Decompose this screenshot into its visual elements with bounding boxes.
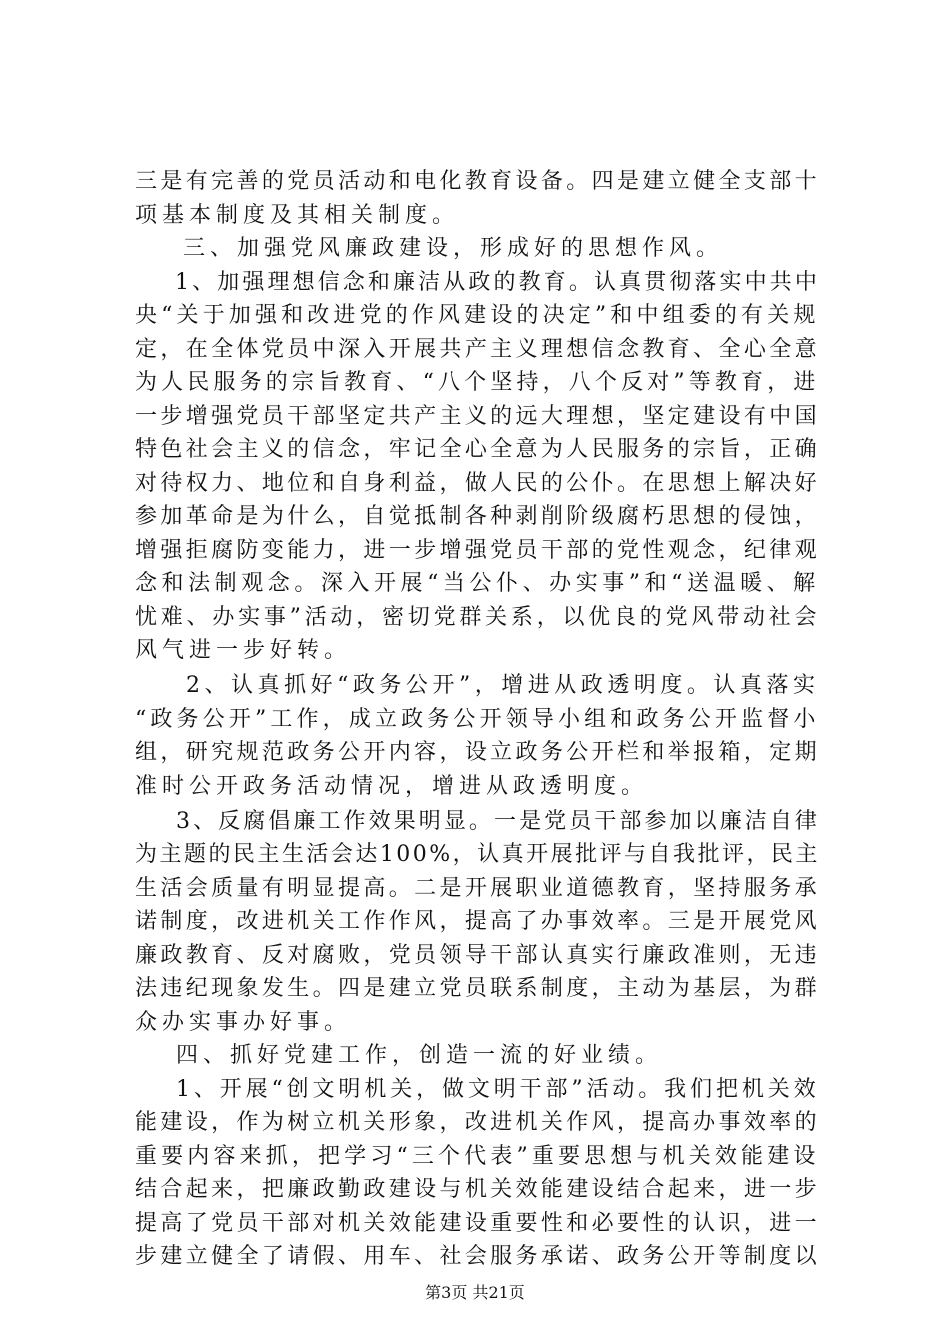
paragraph-start: 2、认真抓好“政务公开”，增进从政透明度。认真落实 <box>186 673 820 698</box>
text-line: “政务公开”工作，成立政务公开领导小组和政务公开监督小 <box>135 707 820 732</box>
text-line: 项基本制度及其相关制度。 <box>135 203 460 228</box>
text-line: 增强拒腐防变能力，进一步增强党员干部的党性观念，纪律观 <box>135 538 821 563</box>
text-line: 特色社会主义的信念，牢记全心全意为人民服务的宗旨，正确 <box>135 437 821 462</box>
text-line: 结合起来，把廉政勤政建设与机关效能建设结合起来，进一步 <box>135 1177 821 1202</box>
text-line: 参加革命是为什么，自觉抵制各种剥削阶级腐朽思想的侵蚀， <box>135 504 821 529</box>
text-line: 风气进一步好转。 <box>135 638 352 663</box>
text-line: 众办实事办好事。 <box>135 1010 352 1035</box>
text-line: 能建设，作为树立机关形象，改进机关作风，提高办事效率的 <box>135 1110 821 1135</box>
text-line: 三是有完善的党员活动和电化教育设备。四是建立健全支部十 <box>135 169 821 194</box>
page-number-footer: 第3页 共21页 <box>425 1283 525 1302</box>
section-heading: 三、加强党风廉政建设，形成好的思想作风。 <box>183 236 724 261</box>
text-line: 念和法制观念。深入开展“当公仆、办实事”和“送温暖、解 <box>135 571 820 596</box>
text-line: 为人民服务的宗旨教育、“八个坚持，八个反对”等教育，进 <box>135 370 820 395</box>
text-line: 法违纪现象发生。四是建立党员联系制度，主动为基层，为群 <box>135 976 821 1001</box>
text-line: 央“关于加强和改进党的作风建设的决定”和中组委的有关规 <box>135 303 820 328</box>
text-line: 忧难、办实事”活动，密切党群关系，以优良的党风带动社会 <box>135 605 821 630</box>
text-line: 重要内容来抓，把学习“三个代表”重要思想与机关效能建设 <box>135 1144 820 1169</box>
text-line: 为主题的民主生活会达100%，认真开展批评与自我批评，民主 <box>135 842 820 867</box>
text-line: 步建立健全了请假、用车、社会服务承诺、政务公开等制度以 <box>135 1244 821 1269</box>
paragraph-start: 1、加强理想信念和廉洁从政的教育。认真贯彻落实中共中 <box>175 270 820 295</box>
text-line: 廉政教育、反对腐败，党员领导干部认真实行廉政准则，无违 <box>135 943 821 968</box>
section-heading: 四、抓好党建工作，创造一流的好业绩。 <box>176 1043 663 1068</box>
text-line: 对待权力、地位和自身利益，做人民的公仆。在思想上解决好 <box>135 471 821 496</box>
paragraph-start: 1、开展“创文明机关，做文明干部”活动。我们把机关效 <box>176 1077 820 1102</box>
text-line: 组，研究规范政务公开内容，设立政务公开栏和举报箱，定期 <box>135 740 821 765</box>
text-line: 定，在全体党员中深入开展共产主义理想信念教育、全心全意 <box>135 337 821 362</box>
text-line: 准时公开政务活动情况，增进从政透明度。 <box>135 774 649 799</box>
paragraph-start: 3、反腐倡廉工作效果明显。一是党员干部参加以廉洁自律 <box>176 809 820 834</box>
text-line: 生活会质量有明显提高。二是开展职业道德教育，坚持服务承 <box>135 876 821 901</box>
text-line: 提高了党员干部对机关效能建设重要性和必要性的认识，进一 <box>135 1211 821 1236</box>
text-line: 诺制度，改进机关工作作风，提高了办事效率。三是开展党风 <box>135 909 821 934</box>
text-line: 一步增强党员干部坚定共产主义的远大理想，坚定建设有中国 <box>135 404 821 429</box>
